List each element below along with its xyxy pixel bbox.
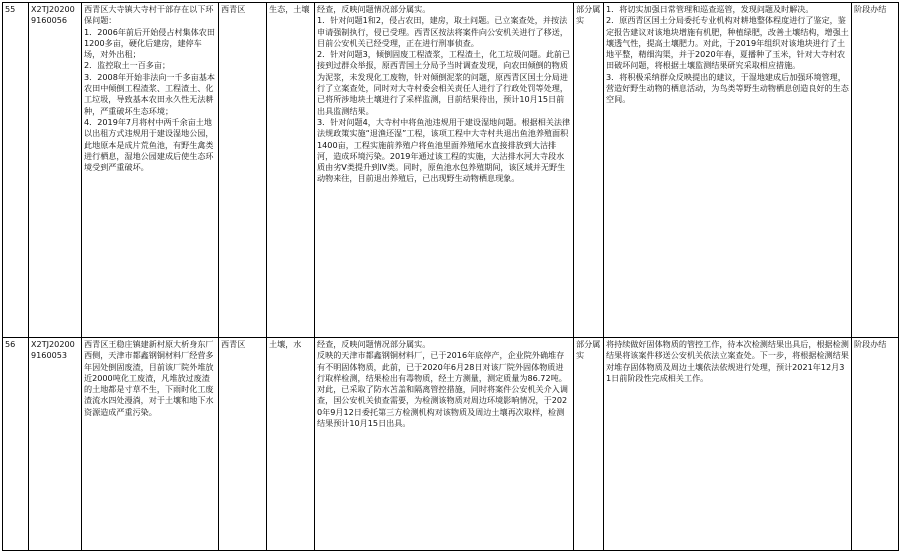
- verification-result: [315, 3, 574, 338]
- content-paragraph: 西青区大寺镇大寺村干部存在以下环保问题：: [84, 4, 214, 26]
- completion-status: 阶段办结: [852, 338, 899, 551]
- pollution-type: 生态，土壤: [267, 3, 315, 338]
- verification-paragraph: 反映的天津市都鑫钢铜材料厂，已于2016年底停产，企业院外确堆存有不明固体物质，此前，已于2020年6月28日对该厂院外固体物质进行取样检测，结果检出有毒物质，经土方测量，测定质量为86.72吨。对此，已采取了防水苫盖和隔离管控措施，同时将案件公安机关介入调查，国公安机关侦查需要，为检测该物质对周边环境影响情况，于2020年9月12日委托第三方检测机构对该物质及周边土壤再次取样，检测结果预计10月15日出具。: [317, 350, 568, 429]
- complaint-table: [2, 2, 899, 551]
- content-paragraph: 4．2019年7月将村中两千余亩土地以出租方式违规用于建设湿地公园，此地原本是成片荒鱼池，有野生禽类进行栖息，湿地公园建成后使生态环境受到严重破坏。: [84, 116, 214, 173]
- table-row: [3, 3, 899, 338]
- case-code: X2TJ202009160053: [29, 338, 82, 551]
- completion-status: 阶段办结: [852, 3, 899, 338]
- content-paragraph: 3．2008年开始非法向一千多亩基本农田中倾倒工程渣浆、工程渣土、化工垃圾，导致基本农田永久性无法耕种，严重破坏生态环境；: [84, 71, 215, 116]
- case-code: X2TJ202009160056: [29, 3, 82, 338]
- rectification-paragraph: 2．原西青区国土分局委托专业机构对耕地整体程度进行了鉴定，鉴定报告建议对该地块增施有机肥，种植绿肥，改善土壤结构，增强土壤透气性，提高土壤肥力。对此，于2019年组织对该地块进行了土地平整，精细沟渠，并于2020年春，夏播种了玉米，针对大寺村农田破坏问题，将根据土壤监测结果研究采取相应措施。: [606, 15, 849, 71]
- district: 西青区: [219, 338, 267, 551]
- content-paragraph: 西青区王稳庄镇建新村原大析身东厂西侧，天津市都鑫钢铜材料厂经营多年因处倒固废渣，目前该厂院外堆放近2000吨化工废渣，凡堆放过废渣的土地都是寸草不生，下雨时化工废渣流水四处漫淌，对于土壤和地下水资源造成严重污染。: [84, 339, 214, 417]
- district: 西青区: [219, 3, 267, 338]
- rectification-plan: [604, 338, 852, 551]
- rectification-paragraph: 1．将切实加强日常管理和巡查巡管，发现问题及时解决。: [606, 4, 814, 14]
- rectification-paragraph: 将持续做好固体物质的管控工作，待本次检测结果出具后，根据检测结果将该案件移送公安机关依法立案查处。下一步，将根据检测结果对堆存固体物质及周边土壤依法依规进行处理，预计2021年12月31日前阶段性完成相关工作。: [606, 339, 849, 383]
- truth-status: 部分属实: [574, 3, 604, 338]
- rectification-paragraph: 3．将积极采纳群众反映提出的建议，于湿地建成后加强环境管理，营造好野生动物的栖息活动，为鸟类等野生动物栖息创造良好的生态空间。: [606, 71, 849, 105]
- verification-paragraph: 3．针对问题4，大寺村中将鱼池违规用于建设湿地问题。根据相关法律法规政策实施“退渔还湿”工程，该项工程中大寺村共退出鱼池养殖面积1400亩，工程实施前养殖户将鱼池里面养殖尾水直接排放到大沽排河，造成环境污染。2019年通过该工程的实施，大沽排水河大寺段水质由劣V类提升到IV类。同时，原鱼池水包养殖期间，该区域并无野生动物来往，目前退出养殖后，已出现野生动物栖息现象。: [317, 116, 571, 184]
- row-number: 56: [3, 338, 29, 551]
- row-number: 55: [3, 3, 29, 338]
- verification-paragraph: 经查，反映问题情况部分属实。: [317, 339, 431, 349]
- content-paragraph: 1．2006年前后开始侵占村集体农田1200多亩，硬化后建房，建停车场，对外出租；: [84, 26, 215, 60]
- content-paragraph: 2．监控取土一百多亩；: [84, 60, 171, 71]
- table-row: [3, 338, 899, 551]
- verification-paragraph: 经查，反映问题情况部分属实。: [317, 4, 431, 14]
- verification-paragraph: 1．针对问题1和2，侵占农田，建房，取土问题。已立案查处，并按法申请强制执行，侵已受理。西青区按法将案件向公安机关进行了移送，目前公安机关已经受理，正在进行刑事侦查。: [317, 15, 568, 48]
- truth-status: 部分属实: [574, 338, 604, 551]
- verification-result: [315, 338, 574, 551]
- verification-paragraph: 2．针对问题3，倾倒固废工程渣浆，工程渣土，化工垃圾问题。此前已接到过群众举报，原西青国土分局予当时调查发现，向农田倾倒的物质为泥浆，未发现化工废物，针对倾倒泥浆的问题，原西青区国土分局进行了立案查处，同时对大寺村委会相关责任人进行了行政处罚等处理，已将所涉地块土壤进行了采样监测，目前结果待出，预计10月15日前出具监测结果。: [317, 49, 571, 116]
- complaint-content: [82, 3, 219, 338]
- rectification-plan: [604, 3, 852, 338]
- pollution-type: 土壤，水: [267, 338, 315, 551]
- complaint-content: [82, 338, 219, 551]
